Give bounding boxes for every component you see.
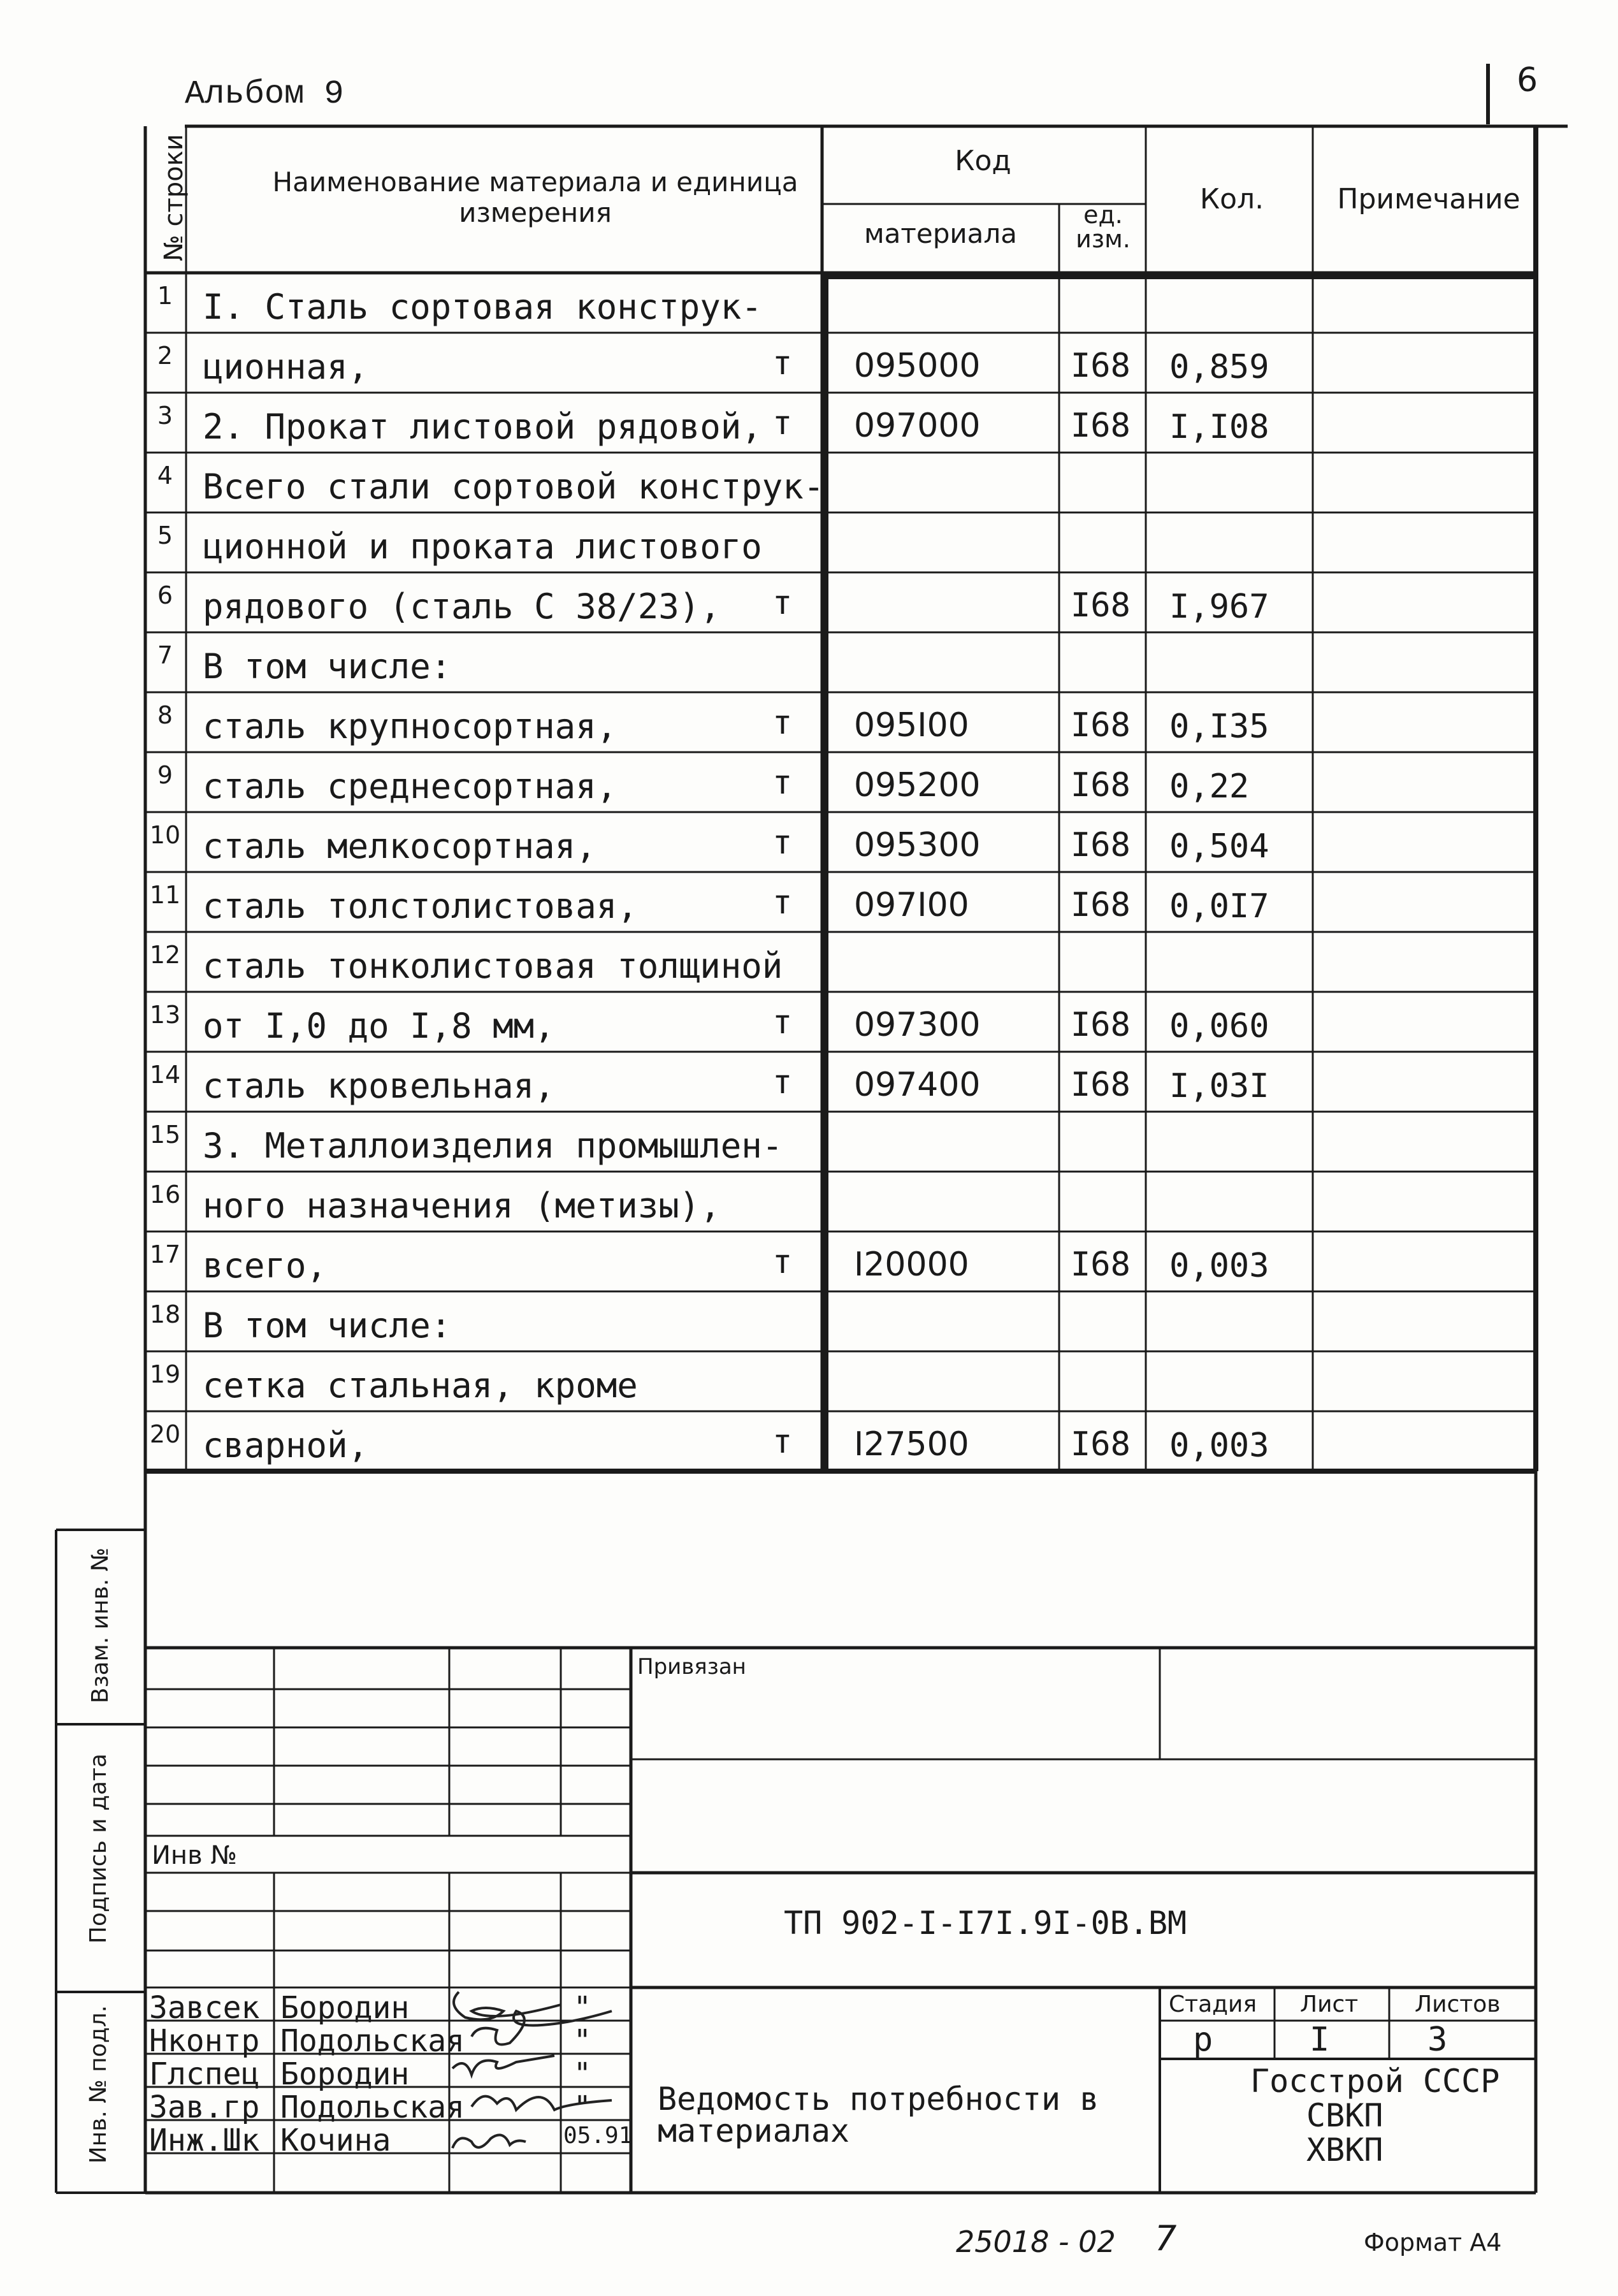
side-label-vzam: Взам. инв. №	[87, 1547, 113, 1704]
quantity: I,I08	[1169, 408, 1269, 446]
unit-code: I68	[1071, 1006, 1130, 1044]
signature-name: Бородин	[280, 2056, 410, 2092]
material-name: ного назначения (метизы),	[203, 1186, 721, 1226]
album-label: Альбом 9	[185, 75, 344, 113]
row-number: 2	[157, 342, 173, 370]
unit-label: т	[772, 404, 793, 442]
handwritten-signatures	[433, 1966, 650, 2158]
material-code: I27500	[854, 1425, 969, 1464]
material-name: В том числе:	[203, 646, 452, 687]
row-number: 16	[149, 1181, 181, 1209]
unit-label: т	[772, 344, 793, 382]
footer-copy-number: 7	[1155, 2218, 1177, 2258]
ditto-mark: "	[574, 1990, 591, 2024]
unit-label: т	[772, 1003, 793, 1042]
row-number: 4	[157, 461, 173, 490]
material-code: 095I00	[854, 706, 969, 745]
side-label-signature-date: Подпись и дата	[85, 1753, 112, 1944]
row-number: 19	[149, 1360, 181, 1388]
unit-code: I68	[1071, 1425, 1130, 1464]
row-number: 7	[157, 641, 173, 669]
document-title: Ведомость потребности в материалах	[658, 2081, 1099, 2149]
material-name: сталь тонколистовая толщиной	[203, 946, 783, 986]
row-number: 5	[157, 521, 173, 549]
unit-label: т	[772, 824, 793, 862]
ditto-mark: "	[574, 2089, 591, 2124]
material-name: сталь крупносортная,	[203, 706, 618, 746]
unit-label: т	[772, 1243, 793, 1281]
signature-name: Бородин	[280, 1990, 410, 2026]
row-number: 14	[149, 1061, 181, 1089]
material-name: всего,	[203, 1246, 328, 1286]
row-number: 13	[149, 1001, 181, 1029]
material-name: от I,0 до I,8 мм,	[203, 1006, 555, 1046]
quantity: I,967	[1169, 588, 1269, 626]
quantity: 0,060	[1169, 1007, 1269, 1045]
unit-code: I68	[1071, 1246, 1130, 1284]
material-name: сталь кровельная,	[203, 1066, 555, 1106]
unit-code: I68	[1071, 886, 1130, 924]
unit-code: I68	[1071, 826, 1130, 864]
unit-label: т	[772, 1063, 793, 1101]
quantity: 0,I35	[1169, 708, 1269, 746]
signature-role: Глспец	[149, 2056, 260, 2092]
material-code: 097300	[854, 1006, 981, 1044]
unit-label: т	[772, 883, 793, 922]
row-number: 12	[149, 941, 181, 969]
signature-name: Подольская	[280, 2023, 465, 2059]
material-name: сталь толстолистовая,	[203, 886, 638, 926]
row-number: 8	[157, 701, 173, 729]
row-number: 15	[149, 1121, 181, 1149]
unit-code: I68	[1071, 706, 1130, 745]
material-code: I20000	[854, 1246, 969, 1284]
footer-format: Формат А4	[1364, 2228, 1502, 2256]
material-name: ционной и проката листового	[203, 527, 762, 567]
quantity: 0,22	[1169, 767, 1250, 806]
org-gosstroy: Госстрой СССР	[1250, 2063, 1500, 2100]
row-number: 17	[149, 1240, 181, 1268]
page-number: 6	[1517, 61, 1538, 99]
stage-value: р	[1193, 2021, 1213, 2059]
stage-label: Стадия	[1169, 1991, 1257, 2017]
material-code: 097400	[854, 1066, 981, 1104]
sheets-label: Листов	[1415, 1991, 1501, 2017]
signature-role: Зав.гр	[149, 2089, 260, 2125]
inv-number-label: Инв №	[152, 1841, 237, 1870]
signature-role: Нконтр	[149, 2023, 260, 2059]
header-note: Примечание	[1337, 183, 1520, 215]
quantity: I,03I	[1169, 1067, 1269, 1105]
row-number: 9	[157, 761, 173, 789]
row-number: 20	[149, 1420, 181, 1448]
material-name: В том числе:	[203, 1305, 452, 1346]
material-name: сварной,	[203, 1425, 369, 1465]
header-row-number: № строки	[159, 134, 189, 261]
material-name: 3. Металлоизделия промышлен-	[203, 1126, 783, 1166]
material-code: 095300	[854, 826, 981, 864]
quantity: 0,504	[1169, 827, 1269, 866]
unit-code: I68	[1071, 1066, 1130, 1104]
row-number: 10	[149, 821, 181, 849]
privyazan-label: Привязан	[637, 1654, 746, 1680]
material-name: 2. Прокат листовой рядовой,	[203, 407, 762, 447]
header-material-name: Наименование материала и единица измерения	[272, 166, 798, 229]
material-code: 097I00	[854, 886, 969, 924]
row-number: 11	[149, 881, 181, 909]
material-code: 097000	[854, 407, 981, 445]
signature-role: Инж.Шк	[149, 2123, 260, 2158]
material-code: 095000	[854, 347, 981, 385]
material-code: 095200	[854, 766, 981, 804]
row-number: 1	[157, 282, 173, 310]
material-name: ционная,	[203, 347, 369, 387]
unit-code: I68	[1071, 407, 1130, 445]
footer-doc-number: 25018 - 02	[956, 2225, 1116, 2259]
row-number: 3	[157, 402, 173, 430]
header-code: Код	[955, 145, 1011, 177]
document-code: ТП 902-I-I7I.9I-0В.ВМ	[784, 1905, 1187, 1942]
unit-code: I68	[1071, 766, 1130, 804]
header-unit-code: ед. изм.	[1076, 201, 1130, 253]
quantity: 0,859	[1169, 348, 1269, 386]
quantity: 0,0I7	[1169, 887, 1269, 926]
unit-code: I68	[1071, 347, 1130, 385]
material-name: I. Сталь сортовая конструк-	[203, 287, 762, 327]
ditto-mark: "	[574, 2056, 591, 2091]
quantity: 0,003	[1169, 1427, 1269, 1465]
header-material-code: материала	[863, 218, 1017, 249]
material-name: Всего стали сортовой конструк-	[203, 467, 825, 507]
quantity: 0,003	[1169, 1247, 1269, 1285]
org-svkp: СВКП	[1306, 2097, 1383, 2134]
material-name: сетка стальная, кроме	[203, 1365, 638, 1406]
sheet-value: I	[1310, 2021, 1330, 2059]
material-name: сталь мелкосортная,	[203, 826, 596, 866]
sheets-value: 3	[1427, 2021, 1448, 2059]
signature-date: 05.91	[563, 2123, 633, 2149]
row-number: 6	[157, 581, 173, 609]
signature-name: Кочина	[280, 2123, 391, 2158]
unit-code: I68	[1071, 586, 1130, 625]
unit-label: т	[772, 764, 793, 802]
ditto-mark: "	[574, 2023, 591, 2058]
unit-label: т	[772, 704, 793, 742]
unit-label: т	[772, 584, 793, 622]
org-hvkp: ХВКП	[1306, 2132, 1383, 2169]
material-name: рядового (сталь С 38/23),	[203, 586, 721, 627]
side-label-inv-original: Инв. № подл.	[85, 2005, 112, 2164]
sheet-label: Лист	[1300, 1991, 1359, 2017]
row-number: 18	[149, 1300, 181, 1328]
material-name: сталь среднесортная,	[203, 766, 618, 806]
signature-name: Подольская	[280, 2089, 465, 2125]
signature-role: Завсек	[149, 1990, 260, 2026]
header-quantity: Кол.	[1199, 183, 1264, 215]
unit-label: т	[772, 1423, 793, 1461]
